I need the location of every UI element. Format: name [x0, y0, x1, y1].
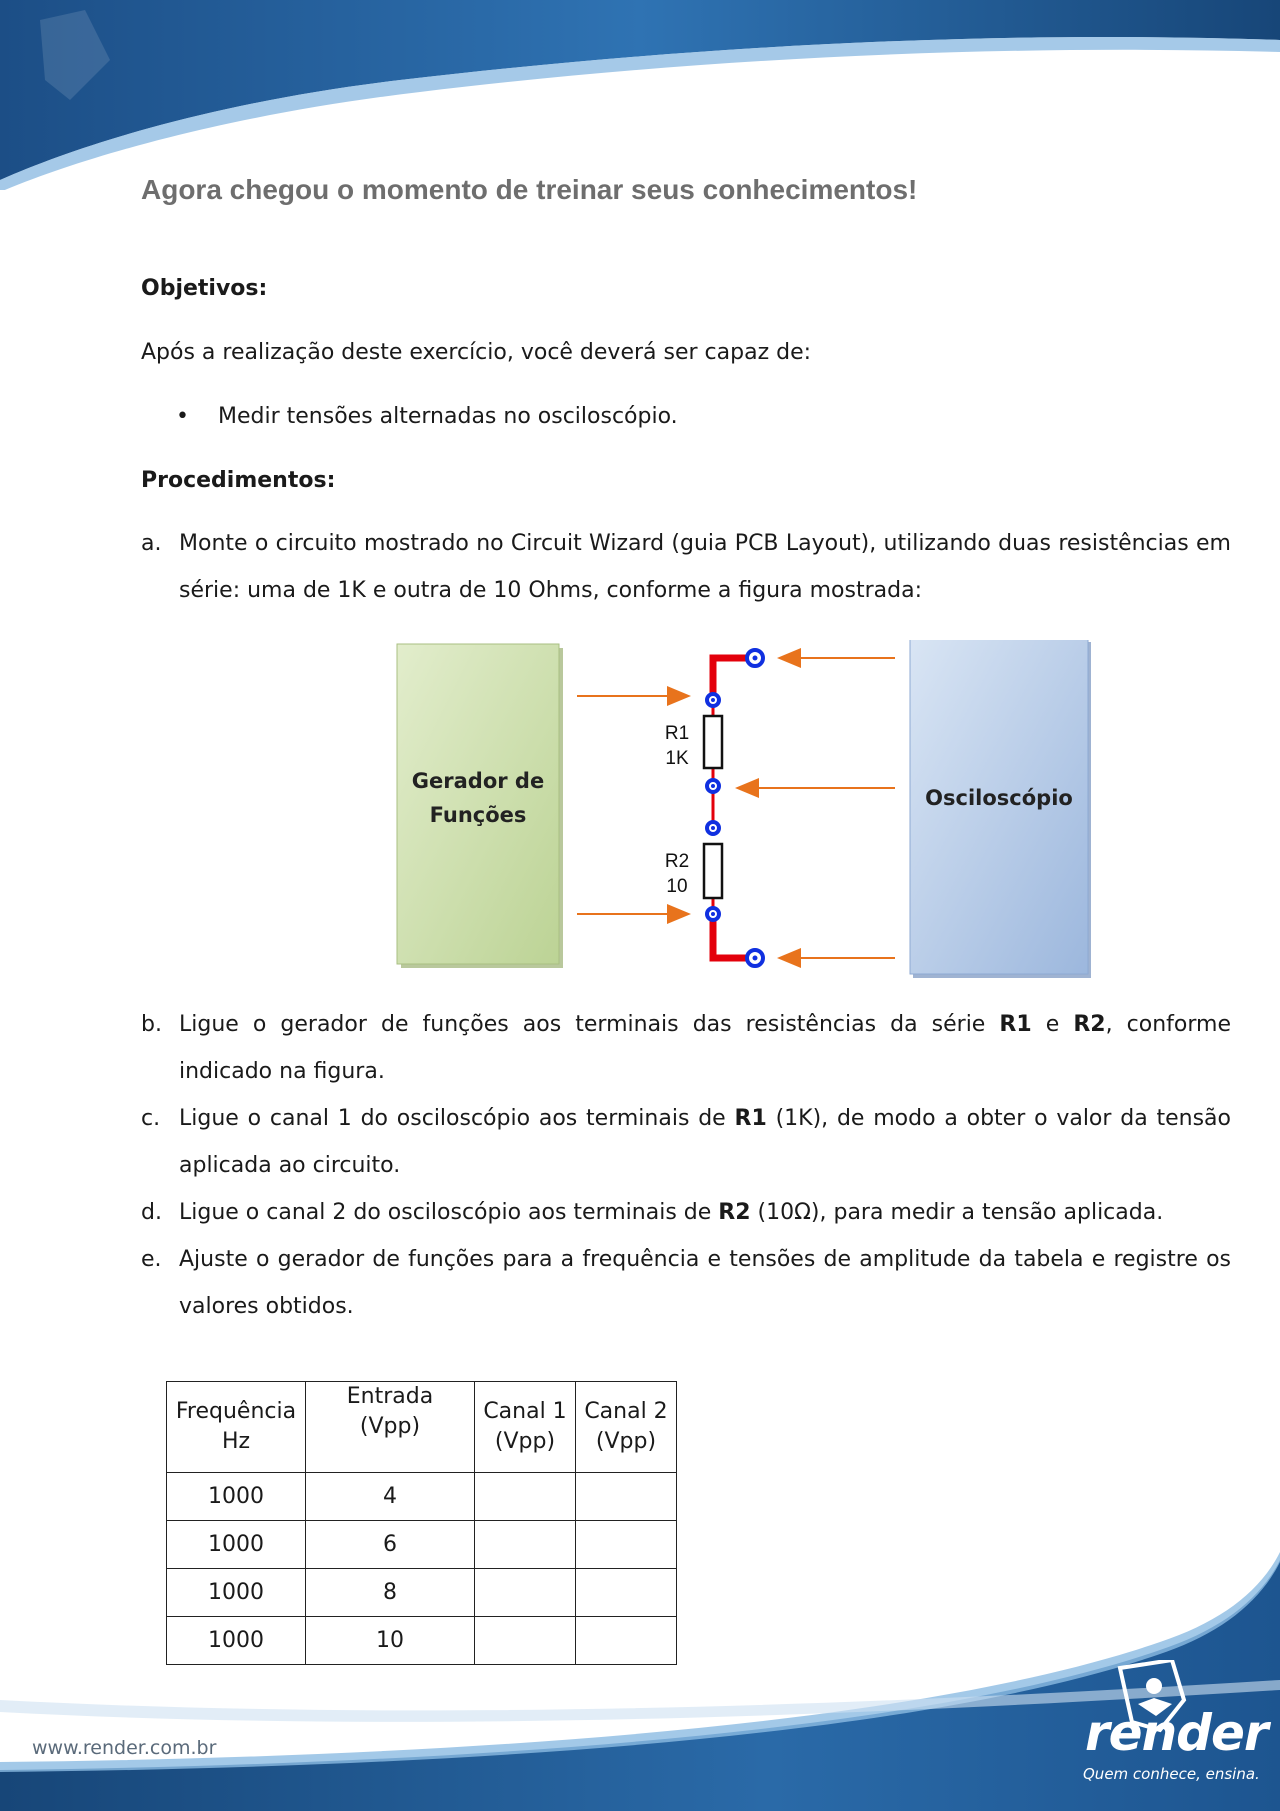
circuit-diagram	[395, 640, 1095, 980]
step-d	[141, 1189, 1231, 1236]
website-link[interactable]: www.render.com.br	[32, 1737, 217, 1759]
page-title: Agora chegou o momento de treinar seus conhecimentos!	[141, 174, 918, 205]
cell-frequencia: 1000	[167, 1473, 306, 1521]
table-row	[167, 1473, 677, 1521]
objetivo-item: Medir tensões alternadas no osciloscópio.	[218, 404, 678, 429]
cell-canal2	[576, 1473, 677, 1521]
intro-text: Após a realização deste exercício, você deverá ser capaz de:	[141, 340, 812, 365]
oscilloscope-label: Osciloscópio	[925, 786, 1073, 810]
bullet-icon: •	[176, 404, 189, 429]
cell-entrada: 8	[306, 1569, 475, 1617]
cell-frequencia: 1000	[167, 1617, 306, 1665]
step-label: e.	[141, 1247, 162, 1272]
header-canal2: Canal 2 (Vpp)	[576, 1382, 677, 1473]
cell-entrada: 10	[306, 1617, 475, 1665]
resistor-r1	[704, 716, 722, 768]
brand-tagline: Quem conhece, ensina.	[1083, 1765, 1260, 1783]
header-frequencia: Frequência Hz	[167, 1382, 306, 1473]
step-text: Monte o circuito mostrado no Circuit Wizard (guia PCB Layout), utilizando duas resistências em série: uma de 1K e outra de 10 Ohms, conforme a figura mostrada:	[179, 531, 1231, 603]
step-label: b.	[141, 1012, 162, 1037]
step-label: a.	[141, 531, 162, 556]
brand-name: render	[1085, 1704, 1268, 1762]
procedimentos-heading: Procedimentos:	[141, 468, 336, 493]
r2-name: R2	[664, 851, 690, 872]
generator-label-1: Gerador de	[411, 769, 545, 793]
step-text: Ligue o canal 2 do osciloscópio aos terminais de R2 (10Ω), para medir a tensão aplicada.	[179, 1200, 1164, 1225]
step-text: Ligue o canal 1 do osciloscópio aos terminais de R1 (1K), de modo a obter o valor da tensão aplicada ao circuito.	[179, 1106, 1231, 1178]
r1-name: R1	[664, 723, 690, 744]
r1-value: 1K	[665, 748, 689, 769]
header-entrada: Entrada (Vpp)	[306, 1382, 475, 1473]
cell-frequencia: 1000	[167, 1569, 306, 1617]
step-b	[141, 1001, 1231, 1095]
step-e	[141, 1236, 1231, 1330]
step-label: d.	[141, 1200, 162, 1225]
step-a	[141, 520, 1231, 614]
objetivos-heading: Objetivos:	[141, 276, 268, 301]
table-header-row	[167, 1382, 677, 1473]
generator-label-2: Funções	[429, 803, 527, 827]
header-banner	[0, 0, 1280, 190]
step-text: Ajuste o gerador de funções para a frequência e tensões de amplitude da tabela e registre os valores obtidos.	[179, 1247, 1231, 1319]
r2-value: 10	[666, 876, 688, 897]
cell-canal1	[475, 1473, 576, 1521]
cell-entrada: 6	[306, 1521, 475, 1569]
step-c	[141, 1095, 1231, 1189]
step-text: Ligue o gerador de funções aos terminais das resistências da série R1 e R2, conforme indicado na figura.	[179, 1012, 1231, 1084]
header-canal1: Canal 1 (Vpp)	[475, 1382, 576, 1473]
step-label: c.	[141, 1106, 161, 1131]
resistor-r2	[704, 844, 722, 898]
cell-entrada: 4	[306, 1473, 475, 1521]
cell-frequencia: 1000	[167, 1521, 306, 1569]
